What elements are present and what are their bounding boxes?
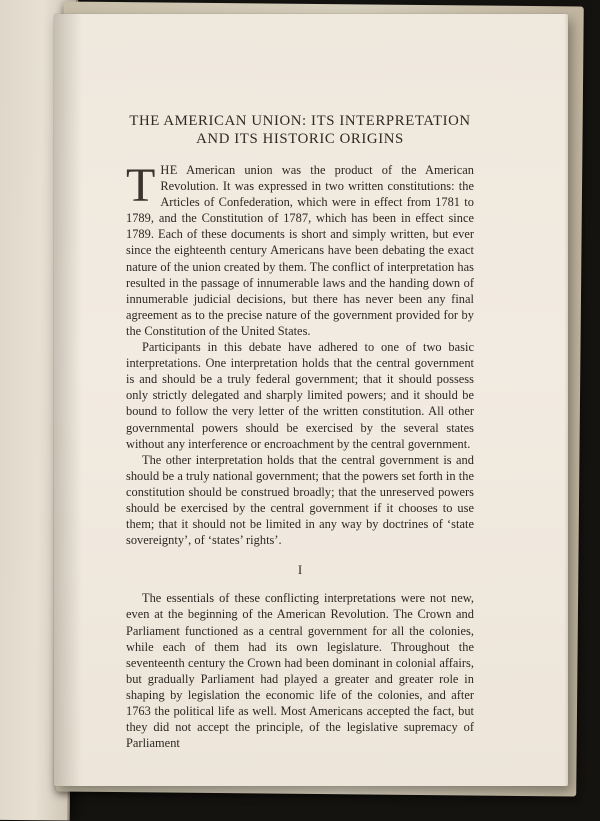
page-title-line-2: AND ITS HISTORIC ORIGINS	[196, 131, 404, 147]
paragraph-2: Participants in this debate have adhered to one of two basic interpretations. One interpretation holds that the central government is and should be a truly federal government; that it should possess only strictly delegated and sharply limited powers; and it should be bound to follow the very letter of the written constitution. All other governmental powers should be exercised by the several states without any interference or encroachment by the central government.	[126, 340, 474, 451]
page-title	[126, 112, 474, 148]
paragraph-1-body: American union was the product of the American Revolution. It was expressed in two written constitutions: the Articles of Confederation, which were in effect from 1781 to 1789, and the Constitution of 1787, which has been in effect since 1789. Each of these documents is short and simply written, but ever since the eighteenth century Americans have been debating the exact nature of the union created by them. The conflict of interpretation has resulted in the passage of innumerable laws and the handing down of innumerable judicial decisions, but there has never been any final agreement as to the precise nature of the government provided for by the Constitution of the United States.	[126, 163, 474, 338]
book-page	[54, 14, 568, 786]
paragraph-4: The essentials of these conflicting interpretations were not new, even at the beginning of the American Revolution. The Crown and Parliament functioned as a central government for all the colonies, while each of them had its own legislature. Throughout the seventeenth century the Crown had been dominant in colonial affairs, but gradually Parliament had played a greater and greater role in shaping by legislation the economic life of the colonies, and after 1763 the political life as well. Most Americans accepted the fact, but they did not accept the principle, of the legislative supremacy of Parliament	[126, 591, 474, 751]
page-gutter-shadow	[54, 14, 82, 786]
paragraph-3: The other interpretation holds that the central government is and should be a truly national government; that the powers set forth in the constitution should be construed broadly; that the unreserved powers should be exercised by the central government if it chooses to use them; that it should not be limited in any way by doctrines of ‘state sovereignty’, of ‘states’ rights’.	[126, 452, 474, 548]
paragraph-1	[126, 159, 474, 339]
opening-smallcaps: HE	[160, 163, 178, 177]
page-text-block	[126, 112, 474, 751]
page-title-line-1: THE AMERICAN UNION: ITS INTERPRETATION	[129, 113, 471, 129]
page-edge-shadow	[564, 14, 568, 786]
drop-cap: T	[126, 159, 156, 212]
section-number: I	[297, 562, 303, 578]
